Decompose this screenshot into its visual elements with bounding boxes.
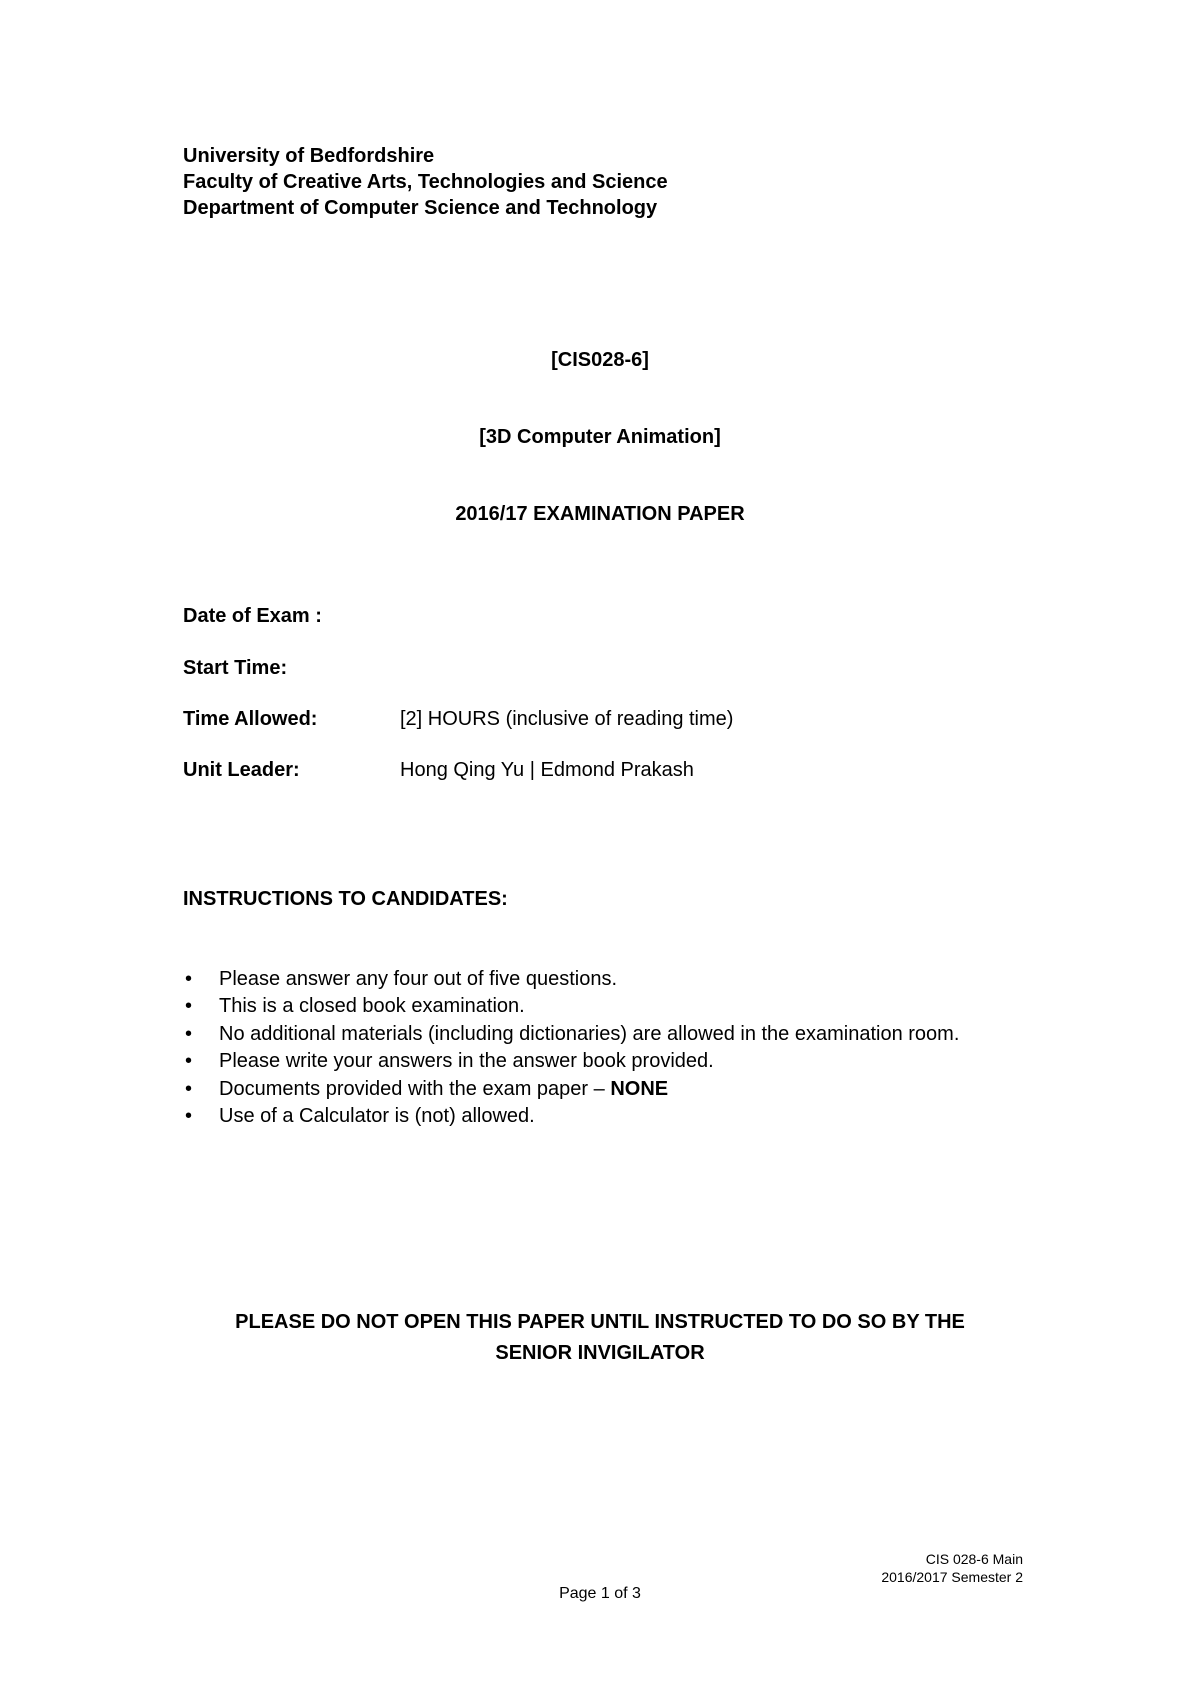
instruction-item	[183, 1076, 959, 1103]
footer-paper-info	[881, 1550, 1023, 1586]
time-allowed-value: [2] HOURS (inclusive of reading time)	[400, 708, 734, 730]
instructions-list	[183, 966, 959, 1130]
instruction-text: Documents provided with the exam paper –	[219, 1077, 611, 1100]
instructions-heading: INSTRUCTIONS TO CANDIDATES:	[183, 888, 508, 910]
bullet-icon: •	[185, 1050, 193, 1073]
instruction-item	[183, 1048, 959, 1075]
instruction-text: No additional materials (including dictionaries) are allowed in the examination room.	[219, 1022, 960, 1045]
faculty-name: Faculty of Creative Arts, Technologies and Science	[183, 171, 668, 193]
instruction-text: Please write your answers in the answer book provided.	[219, 1050, 714, 1073]
paper-title: 2016/17 EXAMINATION PAPER	[455, 503, 745, 525]
unit-leader-label: Unit Leader:	[183, 759, 300, 781]
page-number: Page 1 of 3	[559, 1585, 641, 1602]
instruction-text: Use of a Calculator is (not) allowed.	[219, 1105, 535, 1128]
bullet-icon: •	[185, 1022, 193, 1045]
instruction-item	[183, 966, 959, 993]
bullet-icon: •	[185, 1077, 193, 1100]
instruction-text: Please answer any four out of five questions.	[219, 968, 618, 990]
do-not-open-warning	[0, 1307, 1200, 1369]
time-allowed-label: Time Allowed:	[183, 708, 318, 730]
documents-none-emphasis: NONE	[610, 1077, 669, 1100]
instruction-item	[183, 993, 959, 1020]
university-name: University of Bedfordshire	[183, 145, 435, 167]
unit-code: [CIS028-6]	[551, 349, 649, 371]
unit-leader-value: Hong Qing Yu | Edmond Prakash	[400, 759, 694, 781]
date-of-exam-label: Date of Exam :	[183, 605, 322, 627]
instruction-item	[183, 1021, 959, 1048]
instruction-text: This is a closed book examination.	[219, 995, 525, 1018]
institution-header	[183, 143, 668, 221]
unit-title: [3D Computer Animation]	[479, 426, 721, 448]
department-name: Department of Computer Science and Technology	[183, 197, 658, 219]
bullet-icon: •	[185, 968, 193, 990]
instruction-item	[183, 1103, 959, 1130]
warning-line-2: SENIOR INVIGILATOR	[495, 1342, 705, 1364]
footer-code: CIS 028-6 Main	[925, 1551, 1023, 1567]
warning-line-1: PLEASE DO NOT OPEN THIS PAPER UNTIL INSTRUCTED TO DO SO BY THE	[235, 1311, 965, 1333]
bullet-icon: •	[185, 995, 193, 1018]
start-time-label: Start Time:	[183, 657, 288, 679]
footer-semester: 2016/2017 Semester 2	[881, 1569, 1023, 1585]
bullet-icon: •	[185, 1105, 193, 1128]
